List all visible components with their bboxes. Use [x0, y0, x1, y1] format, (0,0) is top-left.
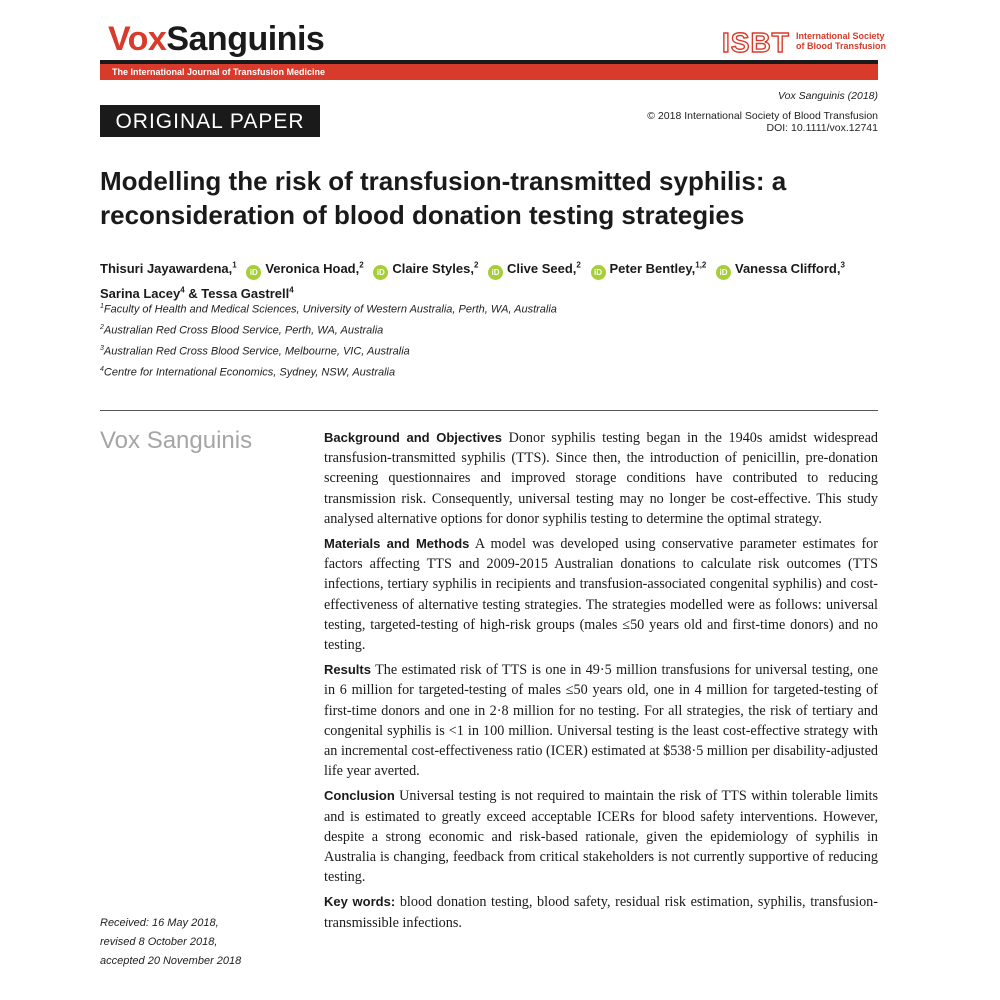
affiliation: $^2$Australian Red Cross Blood Service, Perth, WA, Australia: [100, 324, 384, 337]
orcid-icon[interactable]: iD: [373, 265, 388, 280]
author[interactable]: Vanessa Clifford,$^3$: [735, 261, 845, 277]
affiliation: $^4$Centre for International Economics, Sydney, NSW, Australia: [100, 366, 396, 380]
abstract-keywords: Key words: blood donation testing, blood safety, residual risk estimation, syphilis, transfusion-transmissible infections.: [324, 894, 878, 931]
logo-sanguinis: Sanguinis: [166, 20, 325, 58]
author[interactable]: Sarina Lacey$^4$: [100, 285, 185, 301]
isbt-mark-text: ISBT: [722, 27, 790, 58]
affiliation: $^3$Australian Red Cross Blood Service, Melbourne, VIC, Australia: [100, 345, 410, 358]
author[interactable]: Veronica Hoad,$^2$: [265, 261, 364, 277]
isbt-line-1: International Society: [796, 31, 885, 41]
isbt-mark-icon: [720, 24, 790, 58]
orcid-icon[interactable]: iD: [716, 265, 731, 280]
section-heading: Key words:: [324, 894, 396, 910]
logo-vox: Vox: [108, 20, 167, 58]
abstract-results: Results The estimated risk of TTS is one in 49·5 million transfusions for universal testing, one in 6 million for targeted-testing of males ≤50 years old, one in 4 million for targeted-testing of first-time donors and one in 2·8 million for no testing. For all strategies, the risk of tertiary and congenital syphilis is <1 in 100 million. Universal testing is the least cost-effective strategy with an incremental cost-effectiveness ratio (ICER) estimated at $538·5 million per disability-adjusted life year averted.: [324, 662, 878, 780]
section-heading: Results: [324, 662, 371, 678]
orcid-icon[interactable]: iD: [591, 265, 606, 280]
author[interactable]: Thisuri Jayawardena,$^1$: [100, 261, 237, 277]
journal-subtitle: The International Journal of Transfusion Medicine: [100, 64, 878, 80]
accepted-date: accepted 20 November 2018: [100, 955, 242, 967]
section-divider: [100, 410, 878, 411]
abstract-background: Background and Objectives Donor syphilis testing began in the 1940s amidst widespread transfusion-transmitted syphilis (TTS). Since then, the introduction of penicillin, pre-donation screening questionnaires and improved storage conditions have contributed to reducing transmission risk. Consequently, universal testing may no longer be cost-effective. This study analysed alternative options for donor syphilis testing to determine the optimal strategy.: [324, 430, 878, 527]
isbt-line-2: of Blood Transfusion: [796, 41, 886, 51]
revised-date: revised 8 October 2018,: [100, 936, 218, 948]
isbt-text: [796, 31, 886, 51]
abstract: [324, 428, 878, 938]
sidebar-journal-title: Vox Sanguinis: [100, 427, 253, 454]
section-heading: Conclusion: [324, 788, 395, 804]
orcid-icon[interactable]: iD: [246, 265, 261, 280]
author[interactable]: Claire Styles,$^2$: [392, 261, 479, 277]
journal-logo: [108, 22, 324, 56]
author[interactable]: Clive Seed,$^2$: [507, 261, 581, 277]
paper-title: Modelling the risk of transfusion-transmitted syphilis: a reconsideration of blood donation testing strategies: [100, 166, 787, 230]
section-heading: Background and Objectives: [324, 430, 502, 445]
abstract-methods: Materials and Methods A model was developed using conservative parameter estimates for factors affecting TTS and 2009-2015 Australian donations to calculate risk outcomes (TTS infections, tertiary syphilis in recipients and transfusion-associated congenital syphilis) and cost-effectiveness of alternative testing strategies. The strategies modelled were as follows: universal testing, targeted-testing of high-risk groups (males ≤50 years old and first-time donors) and no testing.: [324, 536, 879, 654]
author[interactable]: Peter Bentley,$^{1,2}$: [609, 261, 707, 277]
affiliation: $^1$Faculty of Health and Medical Sciences, University of Western Australia, Perth, WA, Australia: [100, 303, 557, 316]
section-heading: Materials and Methods: [324, 536, 470, 552]
doi: DOI: 10.1111/vox.12741: [766, 122, 878, 134]
copyright: © 2018 International Society of Blood Transfusion: [647, 110, 878, 122]
received-date: Received: 16 May 2018,: [100, 917, 219, 929]
author[interactable]: & Tessa Gastrell$^4$: [188, 285, 294, 301]
author-list: [100, 256, 900, 303]
submission-dates: [100, 914, 241, 971]
abstract-conclusion: Conclusion Universal testing is not required to maintain the risk of TTS within tolerable limits and is estimated to greatly exceed acceptable ICERs for blood safety interventions. However, despite a strong economic and risk-based rationale, given the epidemiology of syphilis in Australia is changing, feedback from critical stakeholders is not currently supportive of reducing testing.: [324, 788, 879, 886]
paper-type-label: ORIGINAL PAPER: [100, 105, 320, 137]
isbt-logo: [720, 24, 886, 58]
affiliation-list: [100, 298, 800, 383]
orcid-icon[interactable]: iD: [488, 265, 503, 280]
journal-year: Vox Sanguinis (2018): [777, 90, 878, 102]
publication-meta: [647, 90, 878, 134]
